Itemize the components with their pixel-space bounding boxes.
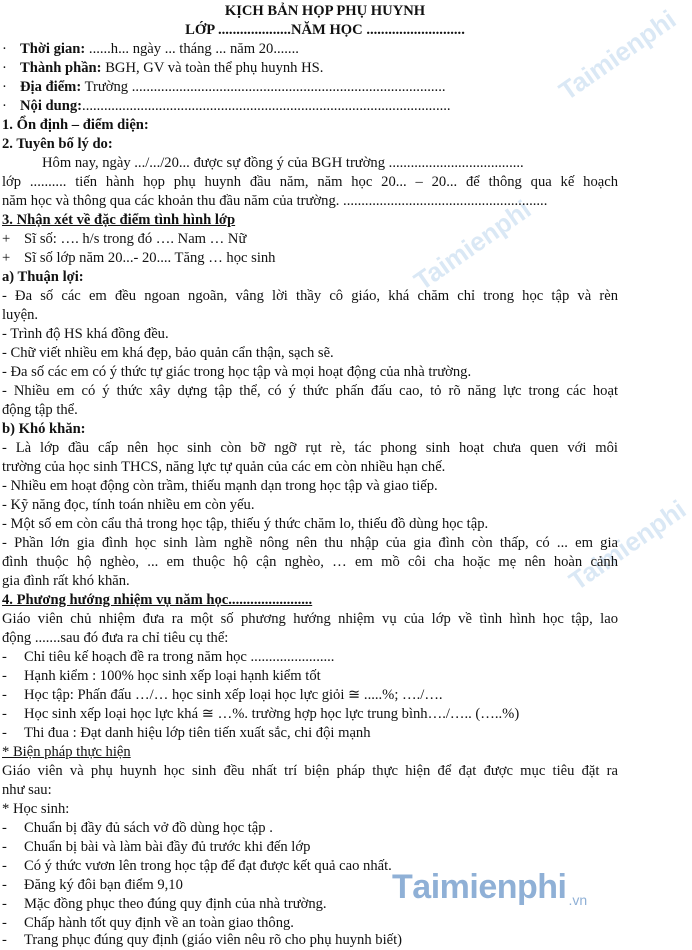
intro-text: ......h... ngày ... tháng ... năm 20....... (85, 41, 299, 57)
list-item-text: Học tập: Phấn đấu …/… học sinh xếp loại học lực giỏi ≅ .....%; …./…. (24, 687, 443, 703)
list-item (2, 230, 246, 249)
paragraph-line: - Nhiều em có ý thức xây dựng tập thể, có ý thức phấn đấu cao, tỏ rõ năng lực trong các hoạt (2, 383, 618, 399)
dash-marker: - (2, 687, 7, 703)
list-item-text: Hạnh kiểm : 100% học sinh xếp loại hạnh kiểm tốt (24, 668, 321, 684)
list-item (2, 819, 273, 838)
list-item (2, 895, 327, 914)
paragraph-line: * Học sinh: (2, 801, 70, 817)
list-item-text: Sĩ số lớp năm 20...- 20.... Tăng … học sinh (24, 250, 276, 266)
dash-marker: - (2, 915, 7, 931)
intro-text: Trường ...................................................................................... (81, 79, 446, 95)
list-item (2, 667, 321, 686)
plus-marker: + (2, 231, 11, 247)
dash-marker: - (2, 725, 7, 741)
intro-label: Nội dung: (20, 98, 83, 114)
list-item-text: Chuẩn bị đầy đủ sách vở đồ dùng học tập . (24, 820, 273, 836)
list-item-text: Chỉ tiêu kế hoạch đề ra trong năm học ....................... (24, 649, 335, 665)
paragraph-line: - Đa số các em có ý thức tự giác trong học tập và mọi hoạt động của nhà trường. (2, 364, 472, 380)
paragraph-line: như sau: (2, 782, 52, 798)
list-item (2, 931, 402, 950)
list-item (2, 686, 443, 705)
paragraph-line: - Kỹ năng đọc, tính toán nhiều em còn yếu. (2, 497, 255, 513)
watermark-text: Taimienphi (563, 493, 692, 597)
intro-text: ..................................................................................................... (82, 98, 451, 114)
intro-line (2, 78, 446, 97)
paragraph-line: Giáo viên và phụ huynh học sinh đều nhất trí biện pháp thực hiện để đạt được mục tiêu đặt ra (2, 763, 618, 779)
list-item (2, 724, 371, 743)
list-item-text: Học sinh xếp loại học lực khá ≅ …%. trường hợp học lực trung bình…./….. (…..%) (24, 706, 520, 722)
dash-marker: - (2, 649, 7, 665)
intro-label: Thời gian: (20, 41, 86, 57)
subsection-heading: a) Thuận lợi: (2, 269, 84, 285)
bullet-icon: · (2, 79, 7, 95)
list-item (2, 838, 310, 857)
paragraph-line: - Chữ viết nhiều em khá đẹp, bảo quản cẩn thận, sạch sẽ. (2, 345, 334, 361)
logo-tld: .vn (568, 892, 588, 908)
list-item-text: Chấp hành tốt quy định về an toàn giao thông. (24, 915, 294, 931)
dash-marker: - (2, 877, 7, 893)
dash-marker: - (2, 896, 7, 912)
intro-line (2, 59, 323, 78)
section-heading: 1. Ổn định – điểm diện: (2, 117, 149, 133)
watermark-text: Taimienphi (408, 193, 537, 297)
subsection-heading: * Biện pháp thực hiện (2, 744, 131, 760)
dash-marker: - (2, 668, 7, 684)
paragraph-line: - Phần lớn gia đình học sinh làm nghề nông nên thu nhập của gia đình còn thấp, có ... em gia (2, 535, 618, 551)
list-item (2, 876, 183, 895)
dash-marker: - (2, 706, 7, 722)
list-item-text: Trang phục đúng quy định (giáo viên nêu rõ cho phụ huynh biết) (24, 932, 403, 948)
document-title: KỊCH BẢN HỌP PHỤ HUYNH (224, 3, 426, 19)
paragraph-line: Giáo viên chủ nhiệm đưa ra một số phương hướng nhiệm vụ của lớp về tình hình học tập, lao (2, 611, 618, 627)
intro-label: Địa điểm: (20, 79, 82, 95)
bullet-icon: · (2, 98, 7, 114)
dash-marker: - (2, 839, 7, 855)
paragraph-line: - Trình độ HS khá đồng đều. (2, 326, 169, 342)
watermark-text: Taimienphi (553, 3, 682, 107)
paragraph-line: - Nhiều em hoạt động còn trầm, thiếu mạnh dạn trong học tập và giao tiếp. (2, 478, 438, 494)
list-item (2, 648, 334, 667)
list-item (2, 705, 519, 724)
intro-line (2, 40, 299, 59)
paragraph-line: trường của học sinh THCS, năng lực tự quản của các em còn nhiều hạn chế. (2, 459, 446, 475)
section-heading: 4. Phương hướng nhiệm vụ năm học....................... (2, 592, 313, 608)
section-heading: 2. Tuyên bố lý do: (2, 136, 113, 152)
paragraph-line: Hôm nay, ngày .../.../20... được sự đồng ý của BGH trường ..................................... (42, 155, 524, 171)
list-item-text: Thi đua : Đạt danh hiệu lớp tiên tiến xuất sắc, chi đội mạnh (24, 725, 371, 741)
list-item-text: Chuẩn bị bài và làm bài đầy đủ trước khi đến lớp (24, 839, 311, 855)
list-item-text: Sĩ số: …. h/s trong đó …. Nam … Nữ (24, 231, 247, 247)
section-heading: 3. Nhận xét về đặc điểm tình hình lớp (2, 212, 236, 228)
list-item-text: Có ý thức vươn lên trong học tập để đạt được kết quả cao nhất. (24, 858, 392, 874)
subsection-heading: b) Khó khăn: (2, 421, 86, 437)
paragraph-line: lớp .......... tiến hành họp phụ huynh đầu năm, năm học 20... – 20... để thông qua kế hoạch (2, 174, 618, 190)
bullet-icon: · (2, 41, 7, 57)
paragraph-line: năm học và thông qua các khoản thu đầu năm của trường. ........................................................ (2, 193, 548, 209)
list-item-text: Mặc đồng phục theo đúng quy định của nhà trường. (24, 896, 327, 912)
plus-marker: + (2, 250, 11, 266)
paragraph-line: - Một số em còn cẩu thả trong học tập, thiếu ý thức chăm lo, thiếu đồ dùng học tập. (2, 516, 489, 532)
paragraph-line: gia đình rất khó khăn. (2, 573, 130, 589)
intro-text: BGH, GV và toàn thể phụ huynh HS. (101, 60, 324, 76)
paragraph-line: động .......sau đó đưa ra chỉ tiêu cụ thể: (2, 630, 229, 646)
intro-label: Thành phần: (20, 60, 102, 76)
brand-logo (392, 862, 587, 912)
dash-marker: - (2, 858, 7, 874)
logo-brand: aimienphi (412, 867, 567, 906)
list-item-text: Đăng ký đôi bạn điểm 9,10 (24, 877, 183, 893)
paragraph-line: động tập thể. (2, 402, 78, 418)
logo-initial: T (392, 867, 413, 906)
paragraph-line: đình thuộc hộ nghèo, ... em thuộc hộ cận nghèo, … em mồ côi cha hoặc mẹ nên hoàn cảnh (2, 554, 618, 570)
paragraph-line: - Là lớp đầu cấp nên học sinh còn bỡ ngỡ rụt rè, tác phong sinh hoạt chưa quen với môi (2, 440, 618, 456)
list-item (2, 249, 275, 268)
bullet-icon: · (2, 60, 7, 76)
paragraph-line: luyện. (2, 307, 39, 323)
intro-line (2, 97, 451, 116)
document-subtitle: LỚP ....................NĂM HỌC ........................... (185, 22, 465, 38)
dash-marker: - (2, 820, 7, 836)
list-item (2, 857, 392, 876)
paragraph-line: - Đa số các em đều ngoan ngoãn, vâng lời thầy cô giáo, khá chăm chỉ trong học tập và rèn (2, 288, 618, 304)
dash-marker: - (2, 932, 7, 948)
